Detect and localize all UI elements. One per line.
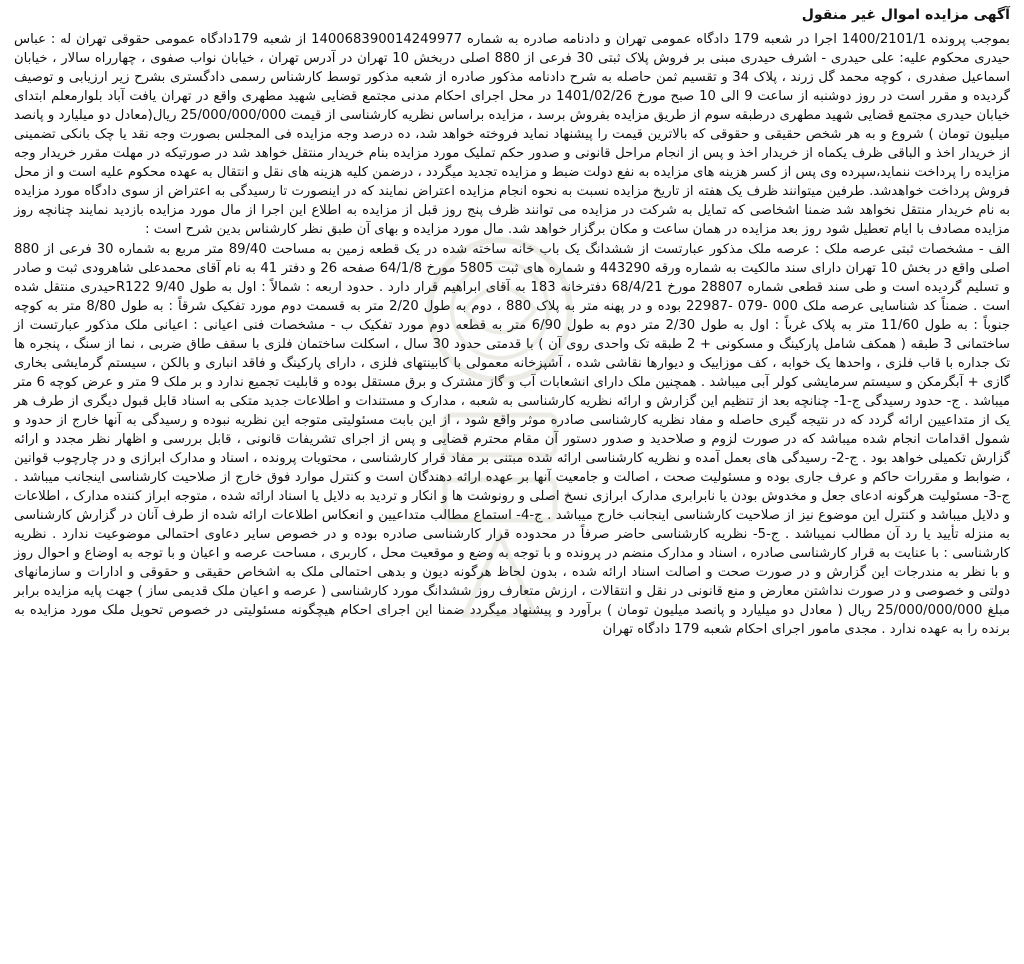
notice-paragraph-intro: بموجب پرونده 1400/2101/1 اجرا در شعبه 179 دادگاه عمومی تهران و دادنامه صادره به شماره 140068390014249977 از شعبه 179دادگاه عمومی حقوقی تهران له : عباس حیدری محکوم علیه: علی حیدری - اشرف حیدری مبنی بر فروش پلاک ثبتی 30 فرعی از 880 اصلی دربخش 10 تهران در آدرس تهران ، خیابان نواب صفوی ، چهارراه سالار ، خیابان اسماعیل صفدری ، کوچه محمد گل زرند ، پلاک 34 و تقسیم ثمن حاصله به شرح دادنامه مذکور صادره از شعبه مذکور توسط کارشناس رسمی دادگستری بشرح زیر ارزیابی و توصیف گردیده و مقرر است در روز دوشنبه از ساعت 9 الی 10 صبح مورخ 1401/02/26 در محل اجرای احکام مدنی مجتمع قضایی شهید مطهری واقع در تهران یافت آباد بلوارمعلم ابتدای خیابان حیدری مجتمع قضایی شهید مطهری درطبقه سوم از طریق مزایده بفروش برسد ، مزایده براساس نظریه کارشناسی از قیمت 25/000/000/000 ریال(معادل دو میلیارد و پانصد میلیون تومان ) شروع و به هر شخص حقیقی و حقوقی که بالاترین قیمت را پیشنهاد نماید فروخته خواهد شد، ده درصد وجه مزایده فی المجلس بصورت وجه نقد یا چک بانکی تضمینی از خریدار اخذ و الباقی ظرف یکماه از خریدار اخذ و پس از انجام مراحل قانونی و صدور حکم تملیک مورد مزایده بنام خریدار منتقل خواهد شد در صورتیکه در مهلت مقرر خریدار وجه مزایده را پرداخت ننماید،سپرده وی پس از کسر هزینه های مزایده به نفع دولت ضبط و مزایده تجدید میگردد ، درضمن کلیه هزینه های نقل و انتقال به عهده محکوم علیه است و از محل فروش پرداخت خواهدشد. طرفین میتوانند ظرف یک هفته از تاریخ مزایده نسبت به نحوه انجام مزایده اعتراض نمایند که در اینصورت تا رسیدگی به اعتراض از سوی دادگاه مورد مزایده به نام خریدار منتقل نخواهد شد ضمنا اشخاصی که تمایل به شرکت در مزایده می توانند ظرف پنج روز قبل از مزایده به اطلاع این اجرا از مال مورد مزایده بازدید نمایند چنانچه روز مزایده مصادف با ایام تعطیل شود روز بعد مزایده در همان ساعت و مکان برگزار خواهد شد. مال مورد مزایده و بهای آن طبق نظر کارشناس بدین شرح است : <box>14 32 1011 238</box>
notice-paragraph-details: الف - مشخصات ثبتی عرصه ملک : عرصه ملک مذکور عبارتست از ششدانگ یک باب خانه ساخته شده در یک قطعه زمین به مساحت 89/40 متر مربع به شماره 30 فرعی از 880 اصلی واقع در بخش 10 تهران دارای سند مالکیت به شماره ورقه 443290 و شماره های ثبت 5805 مورخ 64/1/8 صفحه 26 و دفتر 41 به نام آقای محمدعلی شاهرودی ثبت و صادر و تسلیم گردیده است و طی سند قطعی شماره 28807 مورخ 68/4/21 دفترخانه 183 به آقای ابراهیم قرار دارد . حدود اربعه : شمالاً : اول به طول 9/40 R122حیدری منتقل شده است . ضمناً کد شناسایی عرصه ملک 000 -079 -22987 بوده و در پهنه متر به پلاک 880 ، دوم به طول 2/20 متر به قسمت دوم مورد تفکیک شرقاً : به طول 8/80 متر به کوچه جنوباً : به طول 11/60 متر به پلاک غرباً : اول به طول 2/30 متر دوم به طول 6/90 متر به قطعه دوم مورد تفکیک ب - مشخصات فنی اعیانی : اعیانی ملک مذکور عبارتست از ساختمانی 3 طبقه ( همکف شامل پارکینگ و مسکونی + 2 طبقه تک واحدی روی آن ) با قدمتی حدود 30 سال ، اسکلت ساختمان فلزی با سقف طاق ضربی ، نما از سنگ ، پنجره ها تک جداره با قاب فلزی ، واحدها یک خوابه ، کف موزاییک و دیوارها نقاشی شده ، آشپزخانه معمولی با کابینتهای فلزی ، دارای پارکینگ و فاقد انباری و بالکن ، سیستم گرمایشی بخاری گازی + آبگرمکن و سیستم سرمایشی کولر آبی میباشد . همچنین ملک دارای انشعابات آب و گاز مشترک و برق مستقل بوده و قابلیت تجمیع ندارد و بر ملک 9 متر و عرض کوچه 6 متر میباشد . ج- حدود رسیدگی ج-1- چنانچه بعد از تنظیم این گزارش و ارائه نظریه کارشناسی به شعبه ، مدارک و مستندات و اطلاعات جدید متکی به اسناد قابل قبول دیگری از طرف هر یک از متداعیین ارائه گردد که در نتیجه گیری حاصله و مفاد نظریه کارشناسی صادره موثر واقع شود ، از این بابت مسئولیتی متوجه این نظریه نبوده و رسیدگی به آنها خارج از حدود و شمول اقدامات انجام شده میباشد که در صورت لزوم و صلاحدید و صدور دستور آن مقام محترم قضایی و پس از اجرای تشریفات قانونی ، قابل بررسی و اظهار نظر مجدد و ارائه گزارش تکمیلی خواهد بود . ج-2- رسیدگی های بعمل آمده و نظریه کارشناسی ارائه شده مبتنی بر مفاد قرار کارشناسی ، محتویات پرونده ، اسناد و مدارک ابرازی و در چارچوب قوانین ، ضوابط و مقررات حاکم و عرف جاری بوده و مسئولیت صحت ، اصالت و جامعیت آنها بر عهده ارائه دهندگان است و کنترل موارد فوق خارج از صلاحیت کارشناسی اینجانب میباشد . ج-3- مسئولیت هرگونه ادعای جعل و مخدوش بودن یا نابرابری مدارک ابرازی نسخ اصلی و رونوشت ها و انکار و تردید به دلایل یا اسناد ارائه شده ، متوجه ابراز کننده مدارک ، اطلاعات و دلایل میباشد و کنترل این موضوع نیز از صلاحیت کارشناسی اینجانب خارج میباشد . ج-4- استماع مطالب متداعیین و انعکاس اطلاعات ارائه شده از طرف آنان در گزارش کارشناسی به منزله تأیید یا رد آن مطالب نمیباشد . ج-5- نظریه کارشناسی حاضر صرفاً در محدوده قرار کارشناسی صادره بوده و در خصوص سایر دعاوی احتمالی موضوعیت ندارد . نظریه کارشناسی : با عنایت به قرار کارشناسی صادره ، اسناد و مدارک منضم در پرونده و با توجه به وضع و موقعیت محل ، کاربری ، مساحت عرصه و اعیان و با توجه به اوضاع و احوال روز و با نظر به مندرجات این گزارش و در صورت صحت و اصالت اسناد ارائه شده ، بدون لحاظ هرگونه دیون و بدهی احتمالی ملک به اشخاص حقیقی و حقوقی و ادارات و سازمانهای دولتی و خصوصی و در صورت نداشتن معارض و منع قانونی در نقل و انتقالات ، ارزش متعارف روز ششدانگ مورد کارشناسی ( عرصه و اعیان ملک قدیمی ساز ) جهت پایه مزایده برابر مبلغ 25/000/000/000 ریال ( معادل دو میلیارد و پانصد میلیون تومان ) برآورد و پیشنهاد میگردد ضمنا این اجرای احکام هیچگونه مسئولیتی در خصوص تحویل ملک مورد مزایده به برنده را به عهده ندارد . مجدی مامور اجرای احکام شعبه 179 دادگاه تهران <box>14 241 1011 638</box>
notice-title: آگهی مزایده اموال غیر منقول <box>801 7 1010 23</box>
